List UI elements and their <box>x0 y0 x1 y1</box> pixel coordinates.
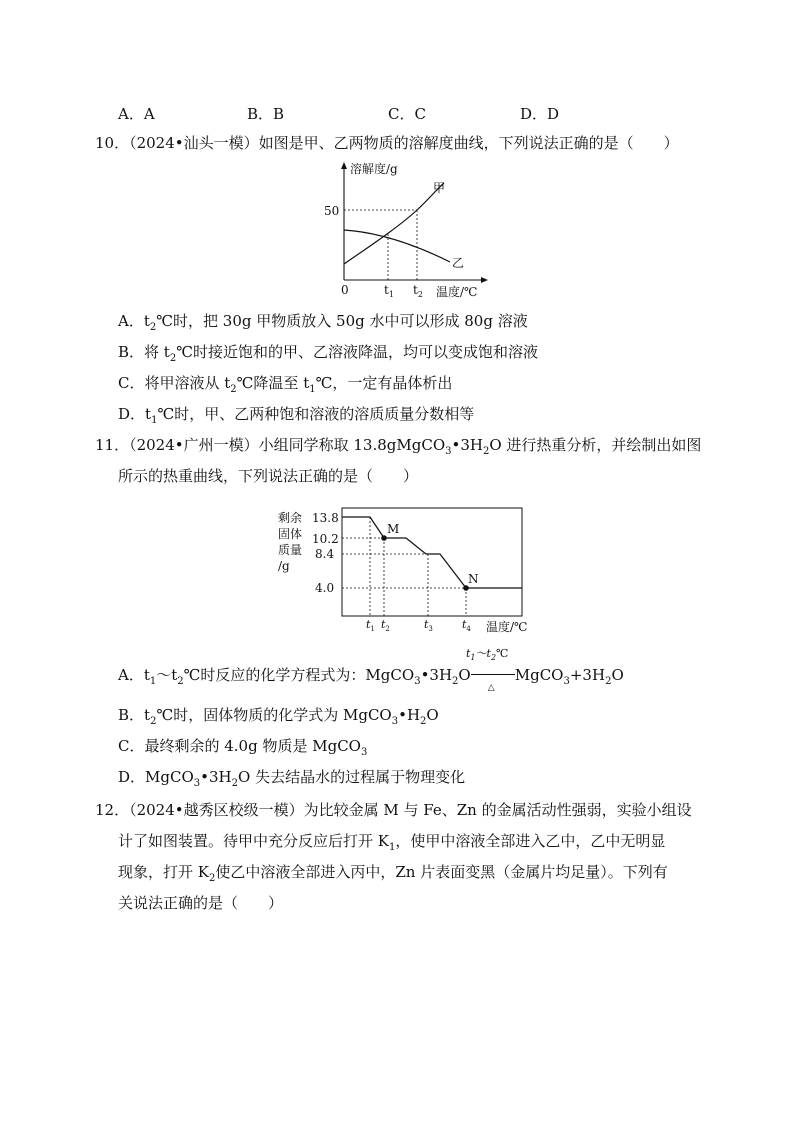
q11-ylabel-3: 质量 <box>278 543 303 557</box>
q10-x-axis-arrow <box>481 277 488 283</box>
q10-stem: 10．（2024•汕头一模）如图是甲、乙两物质的溶解度曲线，下列说法正确的是（ ） <box>95 134 679 152</box>
q12-stem-line4: 关说法正确的是（ ） <box>118 894 284 912</box>
q10-y-axis-arrow <box>341 162 347 169</box>
q11-stem-line1: 11．（2024•广州一模）小组同学称取 $13.8gMgCO_3•3H_2O$ 进行热重分析，并绘制出如图 <box>95 436 702 457</box>
q11-option-d[interactable]: D．$MgCO_3•3H_2O$ 失去结晶水的过程属于物理变化 <box>118 768 466 789</box>
q10-label-yi: 乙 <box>452 256 465 270</box>
q11-xlabel: 温度/℃ <box>486 620 528 634</box>
q11-mass-curve <box>342 517 522 588</box>
q11-stem-line2: 所示的热重曲线，下列说法正确的是（ ） <box>118 467 419 485</box>
q12-stem-line2: 计了如图装置。待甲中充分反应后打开 $K_1$，使甲中溶液全部进入乙中，乙中无明显 <box>118 832 666 853</box>
q11-reaction-arrow <box>471 670 515 693</box>
q11-ylabel-4: /g <box>278 559 290 573</box>
q11-option-c[interactable]: C．最终剩余的 4.0g 物质是 MgCO$_3$ <box>118 737 368 758</box>
q10-option-d[interactable]: D．$t_1℃$时，甲、乙两种饱和溶液的溶质质量分数相等 <box>118 405 475 426</box>
q11-label-m: M <box>387 522 400 536</box>
prev-option-a[interactable]: A．A <box>118 105 155 123</box>
q11-ytick-13-8: 13.8 <box>312 511 339 525</box>
q11-ytick-10-2: 10.2 <box>312 532 339 546</box>
prev-option-b[interactable]: B．B <box>247 105 285 123</box>
prev-option-c[interactable]: C．C <box>388 105 426 123</box>
q12-stem-line1: 12．（2024•越秀区校级一模）为比较金属 M 与 Fe、Zn 的金属活动性强弱，实验小组设 <box>95 801 692 819</box>
q11-reaction-condition: $t_1\sim t_2℃$ <box>466 647 509 663</box>
q11-xtick-t3: $t_3$ <box>424 618 433 633</box>
q11-plot-frame <box>342 508 522 616</box>
q11-ylabel-1: 剩余 <box>278 511 303 525</box>
prev-option-d[interactable]: D．D <box>520 105 560 123</box>
q11-xtick-t4: $t_4$ <box>462 618 471 633</box>
q11-option-b[interactable]: B．$t_2℃$时，固体物质的化学式为 $MgCO_3•H_2O$ <box>118 706 439 727</box>
q11-label-n: N <box>468 572 479 586</box>
q10-xtick-t1: $t_1$ <box>384 283 394 299</box>
q11-point-m <box>381 535 387 541</box>
q10-ylabel: 溶解度/g <box>350 162 398 176</box>
q10-option-a[interactable]: A．$t_2℃$时，把 30g 甲物质放入 50g 水中可以形成 80g 溶液 <box>118 312 528 333</box>
q11-ytick-4-0: 4.0 <box>315 581 335 595</box>
q11-ytick-8-4: 8.4 <box>315 547 335 561</box>
q10-solubility-chart <box>320 158 500 303</box>
q10-xlabel: 温度/℃ <box>436 285 478 299</box>
q11-point-n <box>463 585 469 591</box>
q11-option-a[interactable]: A．$t_1\sim t_2℃$时反应的化学方程式为：$MgCO_3•3H_2O$ △ $MgCO_3+3H_2O$ <box>118 665 624 692</box>
q10-option-b[interactable]: B．将 $t_2℃$时接近饱和的甲、乙溶液降温，均可以变成饱和溶液 <box>118 343 538 364</box>
q10-xtick-t2: $t_2$ <box>413 283 423 299</box>
q12-stem-line3: 现象，打开 $K_2$使乙中溶液全部进入丙中，Zn 片表面变黑（金属片均足量）。下列有 <box>118 863 668 884</box>
q11-thermogravimetric-chart <box>270 500 560 640</box>
q10-ytick-50: 50 <box>324 204 340 218</box>
q11-heat-symbol: △ <box>487 683 495 693</box>
q11-ylabel-2: 固体 <box>278 527 303 541</box>
q11-xtick-t1: $t_1$ <box>366 618 375 633</box>
q10-label-jia: 甲 <box>433 181 446 195</box>
q10-origin: 0 <box>341 283 349 297</box>
q10-option-c[interactable]: C．将甲溶液从 $t_2℃$降温至 $t_1℃$，一定有晶体析出 <box>118 374 453 395</box>
q11-xtick-t2: $t_2$ <box>381 618 390 633</box>
q10-curve-yi <box>344 230 450 262</box>
